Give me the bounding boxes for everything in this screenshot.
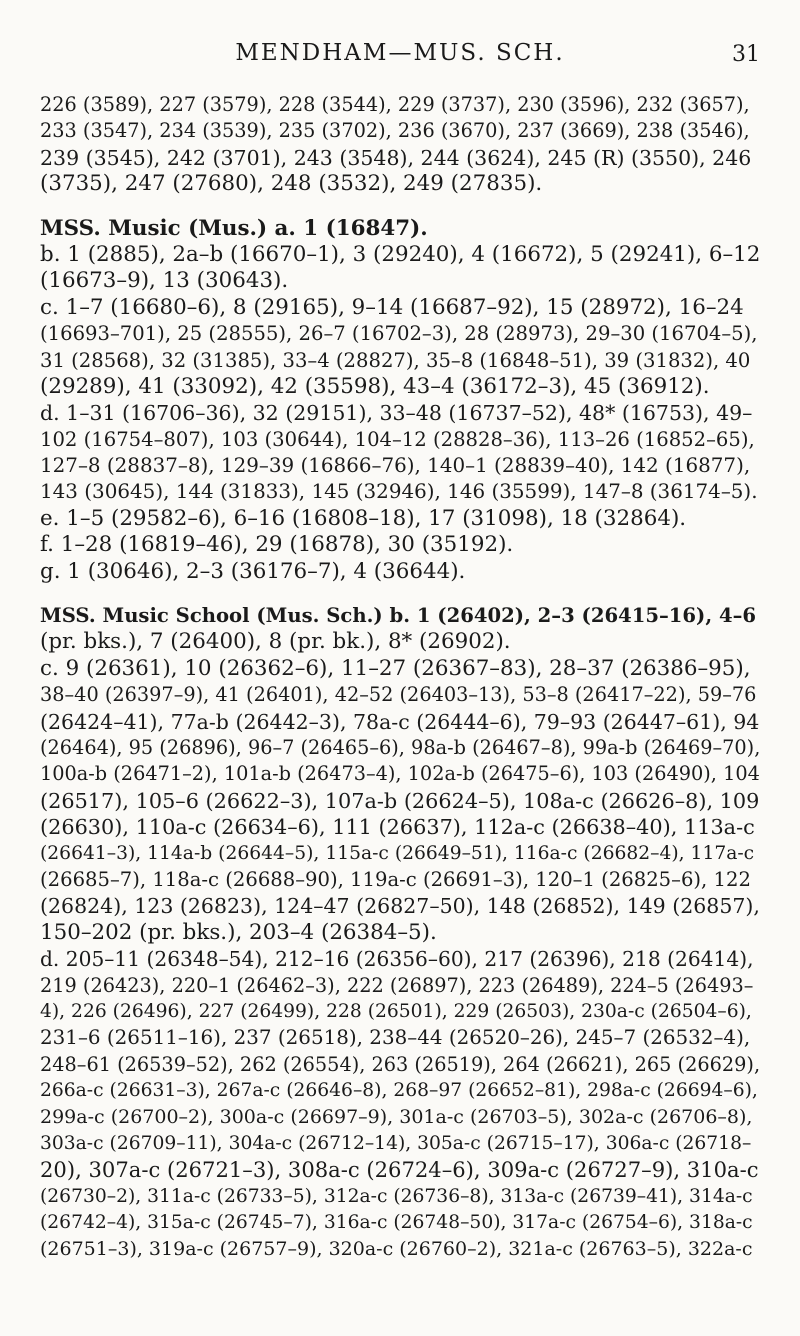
section-heading-line: MSS. Music School (Mus. Sch.) b. 1 (26402), 2–3 (26415–16), 4–6 (40, 604, 757, 628)
text-line: 248–61 (26539–52), 262 (26554), 263 (26519), 264 (26621), 265 (26629), (40, 1052, 761, 1076)
running-head: MENDHAM—MUS. SCH. (235, 40, 565, 66)
text-line: 299a-c (26700–2), 300a-c (26697–9), 301a-c (26703–5), 302a-c (26706–8), (40, 1106, 753, 1129)
page-header (0, 40, 800, 80)
text-line: 127–8 (28837–8), 129–39 (16866–76), 140–1 (28839–40), 142 (16877), (40, 454, 751, 478)
text-line: (26424–41), 77a-b (26442–3), 78a-c (26444–6), 79–93 (26447–61), 94 (40, 709, 760, 734)
text-line: (26685–7), 118a-c (26688–90), 119a-c (26691–3), 120–1 (26825–6), 122 (40, 867, 751, 891)
text-line: d. 1–31 (16706–36), 32 (29151), 33–48 (16737–52), 48* (16753), 49– (40, 401, 753, 426)
text-line: 303a-c (26709–11), 304a-c (26712–14), 305a-c (26715–17), 306a-c (26718– (40, 1132, 752, 1154)
paragraph-mss-music (40, 216, 760, 585)
text-line: 231–6 (26511–16), 237 (26518), 238–44 (26520–26), 245–7 (26532–4), (40, 1026, 751, 1050)
paragraph-mss-music-school (40, 603, 760, 1263)
text-line: 239 (3545), 242 (3701), 243 (3548), 244 (3624), 245 (R) (3550), 246 (40, 145, 752, 170)
text-line: c. 9 (26361), 10 (26362–6), 11–27 (26367–83), 28–37 (26386–95), (40, 655, 751, 681)
text-line: (pr. bks.), 7 (26400), 8 (pr. bk.), 8* (26902). (40, 629, 511, 655)
text-line: (16693–701), 25 (28555), 26–7 (16702–3), 28 (28973), 29–30 (16704–5), (40, 322, 758, 346)
text-line: d. 205–11 (26348–54), 212–16 (26356–60), 217 (26396), 218 (26414), (40, 947, 754, 972)
text-line: 100a-b (26471–2), 101a-b (26473–4), 102a-b (26475–6), 103 (26490), 104 (40, 762, 760, 786)
text-line: 20), 307a-c (26721–3), 308a-c (26724–6), 309a-c (26727–9), 310a-c (40, 1157, 759, 1183)
text-line: g. 1 (30646), 2–3 (36176–7), 4 (36644). (40, 558, 466, 584)
text-line: 38–40 (26397–9), 41 (26401), 42–52 (26403–13), 53–8 (26417–22), 59–76 (40, 683, 757, 707)
text-line: (26751–3), 319a-c (26757–9), 320a-c (26760–2), 321a-c (26763–5), 322a-c (40, 1238, 753, 1261)
text-line: 226 (3589), 227 (3579), 228 (3544), 229 (3737), 230 (3596), 232 (3657), (40, 93, 750, 116)
text-line: 219 (26423), 220–1 (26462–3), 222 (26897), 223 (26489), 224–5 (26493– (40, 973, 754, 997)
text-line: (26824), 123 (26823), 124–47 (26827–50), 148 (26852), 149 (26857), (40, 894, 760, 919)
text-line: (26517), 105–6 (26622–3), 107a-b (26624–5), 108a-c (26626–8), 109 (40, 788, 760, 813)
catalogue-body (40, 92, 760, 1263)
paragraph-continued-listing (40, 92, 760, 198)
text-line: e. 1–5 (29582–6), 6–16 (16808–18), 17 (31098), 18 (32864). (40, 505, 687, 531)
text-line: 266a-c (26631–3), 267a-c (26646–8), 268–97 (26652–81), 298a-c (26694–6), (40, 1080, 758, 1102)
text-line: (26630), 110a-c (26634–6), 111 (26637), 112a-c (26638–40), 113a-c (40, 815, 755, 840)
text-line: f. 1–28 (16819–46), 29 (16878), 30 (35192). (40, 532, 514, 558)
page-number: 31 (732, 42, 760, 67)
text-line: (26742–4), 315a-c (26745–7), 316a-c (26748–50), 317a-c (26754–6), 318a-c (40, 1212, 753, 1234)
text-line: (26464), 95 (26896), 96–7 (26465–6), 98a-b (26467–8), 99a-b (26469–70), (40, 735, 761, 759)
text-line: (26730–2), 311a-c (26733–5), 312a-c (26736–8), 313a-c (26739–41), 314a-c (40, 1185, 753, 1207)
text-line: 4), 226 (26496), 227 (26499), 228 (26501), 229 (26503), 230a-c (26504–6), (40, 1000, 752, 1022)
text-line: 102 (16754–807), 103 (30644), 104–12 (28828–36), 113–26 (16852–65), (40, 427, 755, 451)
text-line: (29289), 41 (33092), 42 (35598), 43–4 (36172–3), 45 (36912). (40, 373, 710, 399)
text-line: b. 1 (2885), 2a–b (16670–1), 3 (29240), 4 (16672), 5 (29241), 6–12 (40, 241, 761, 267)
text-line: (26641–3), 114a-b (26644–5), 115a-c (26649–51), 116a-c (26682–4), 117a-c (40, 842, 755, 864)
text-line: c. 1–7 (16680–6), 8 (29165), 9–14 (16687–92), 15 (28972), 16–24 (40, 294, 744, 320)
text-line: 233 (3547), 234 (3539), 235 (3702), 236 (3670), 237 (3669), 238 (3546), (40, 119, 750, 143)
text-line: 150–202 (pr. bks.), 203–4 (26384–5). (40, 919, 437, 945)
text-line: (16673–9), 13 (30643). (40, 268, 289, 294)
text-line: (3735), 247 (27680), 248 (3532), 249 (27835). (40, 171, 543, 197)
section-heading-line: MSS. Music (Mus.) a. 1 (16847). (40, 215, 428, 241)
text-line: 143 (30645), 144 (31833), 145 (32946), 146 (35599), 147–8 (36174–5). (40, 480, 758, 504)
text-line: 31 (28568), 32 (31385), 33–4 (28827), 35–8 (16848–51), 39 (31832), 40 (40, 348, 751, 372)
